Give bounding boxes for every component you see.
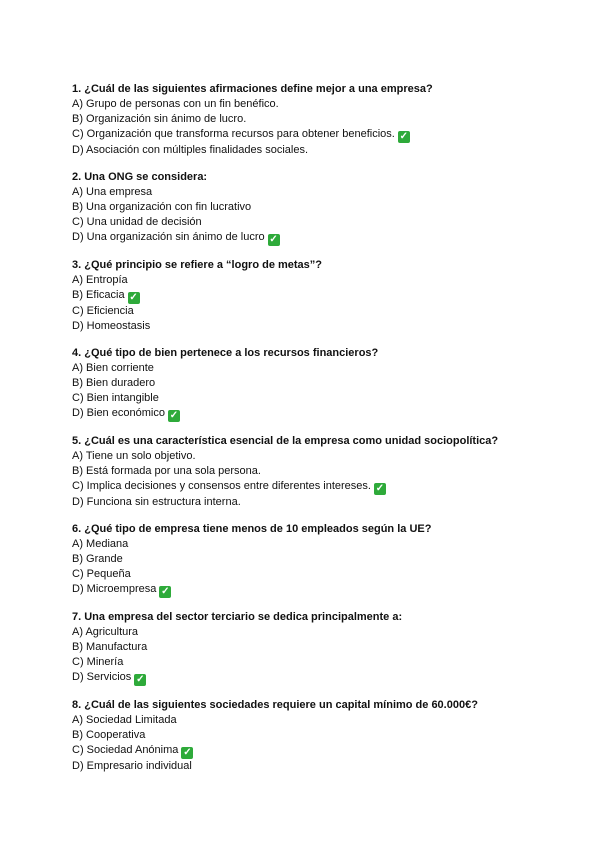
answer-option-text: B) Grande xyxy=(72,553,123,565)
answer-option-text: C) Minería xyxy=(72,656,124,668)
answer-option xyxy=(72,640,542,655)
check-mark-icon: ✓ xyxy=(269,234,278,245)
question-title: 7. Una empresa del sector terciario se dedica principalmente a: xyxy=(72,611,403,623)
check-mark-icon: ✓ xyxy=(169,410,179,421)
answer-option xyxy=(72,185,542,200)
question-title: 2. Una ONG se considera: xyxy=(72,171,208,183)
question-list xyxy=(72,82,542,774)
answer-option xyxy=(72,143,542,158)
answer-option xyxy=(72,567,542,582)
answer-option-text: A) Una empresa xyxy=(72,186,153,198)
answer-option-text: A) Bien corriente xyxy=(72,362,154,374)
question-title: 1. ¿Cuál de las siguientes afirmaciones define mejor a una empresa? xyxy=(72,83,433,95)
answer-option xyxy=(72,655,542,670)
question-block xyxy=(72,346,542,422)
answer-option xyxy=(72,449,542,464)
answer-option xyxy=(72,200,542,215)
question-title: 3. ¿Qué principio se refiere a “logro de metas”? xyxy=(72,259,323,271)
answer-option-text: A) Grupo de personas con un fin benéfico. xyxy=(72,98,279,110)
answer-option xyxy=(72,97,542,112)
question-block xyxy=(72,522,542,598)
answer-option-text: C) Sociedad Anónima xyxy=(72,744,179,756)
answer-option xyxy=(72,495,542,510)
question-block xyxy=(72,698,542,774)
answer-option-text: B) Organización sin ánimo de lucro. xyxy=(72,113,247,125)
check-mark-icon: ✓ xyxy=(161,586,170,597)
answer-option xyxy=(72,728,542,743)
answer-option-text: C) Implica decisiones y consensos entre diferentes intereses. xyxy=(72,480,371,492)
answer-option-text: A) Agricultura xyxy=(72,626,139,638)
answer-option xyxy=(72,127,542,143)
answer-option-text: D) Bien económico xyxy=(72,407,165,419)
answer-option-text: A) Sociedad Limitada xyxy=(72,714,177,726)
check-mark-icon: ✓ xyxy=(136,674,145,685)
check-mark-icon: ✓ xyxy=(183,747,192,758)
answer-option-text: A) Entropía xyxy=(72,274,128,286)
answer-option-text: D) Funciona sin estructura interna. xyxy=(72,496,241,508)
answer-option-text: B) Eficacia xyxy=(72,289,125,301)
answer-option xyxy=(72,743,542,759)
answer-option xyxy=(72,670,542,686)
question-block xyxy=(72,610,542,686)
answer-option xyxy=(72,406,542,422)
answer-option xyxy=(72,582,542,598)
answer-option xyxy=(72,361,542,376)
answer-option xyxy=(72,625,542,640)
answer-option xyxy=(72,479,542,495)
answer-option xyxy=(72,112,542,127)
question-title: 6. ¿Qué tipo de empresa tiene menos de 10 empleados según la UE? xyxy=(72,523,432,535)
check-mark-icon: ✓ xyxy=(399,131,409,142)
answer-option xyxy=(72,319,542,334)
answer-option-text: C) Bien intangible xyxy=(72,392,159,404)
answer-option-text: D) Microempresa xyxy=(72,583,157,595)
quiz-document xyxy=(72,82,542,786)
answer-option xyxy=(72,537,542,552)
check-mark-icon: ✓ xyxy=(375,483,385,494)
answer-option xyxy=(72,288,542,304)
answer-option-text: D) Homeostasis xyxy=(72,320,151,332)
answer-option-text: D) Una organización sin ánimo de lucro xyxy=(72,231,265,243)
answer-option-text: A) Tiene un solo objetivo. xyxy=(72,450,196,462)
question-title: 8. ¿Cuál de las siguientes sociedades requiere un capital mínimo de 60.000€? xyxy=(72,699,478,711)
answer-option xyxy=(72,376,542,391)
question-block xyxy=(72,258,542,334)
answer-option xyxy=(72,215,542,230)
answer-option-text: A) Mediana xyxy=(72,538,129,550)
answer-option-text: B) Está formada por una sola persona. xyxy=(72,465,261,477)
answer-option xyxy=(72,391,542,406)
answer-option xyxy=(72,552,542,567)
answer-option xyxy=(72,759,542,774)
answer-option-text: C) Organización que transforma recursos para obtener beneficios. xyxy=(72,128,395,140)
check-mark-icon: ✓ xyxy=(129,292,138,303)
answer-option-text: D) Servicios xyxy=(72,671,132,683)
question-title: 5. ¿Cuál es una característica esencial de la empresa como unidad sociopolítica? xyxy=(72,435,499,447)
answer-option-text: C) Pequeña xyxy=(72,568,131,580)
question-block xyxy=(72,170,542,246)
answer-option xyxy=(72,273,542,288)
answer-option xyxy=(72,304,542,319)
answer-option xyxy=(72,464,542,479)
answer-option-text: D) Empresario individual xyxy=(72,760,192,772)
answer-option-text: B) Manufactura xyxy=(72,641,148,653)
answer-option-text: C) Una unidad de decisión xyxy=(72,216,202,228)
answer-option-text: B) Bien duradero xyxy=(72,377,156,389)
answer-option xyxy=(72,713,542,728)
question-title: 4. ¿Qué tipo de bien pertenece a los recursos financieros? xyxy=(72,347,379,359)
question-block xyxy=(72,434,542,510)
answer-option-text: B) Una organización con fin lucrativo xyxy=(72,201,252,213)
question-block xyxy=(72,82,542,158)
answer-option-text: B) Cooperativa xyxy=(72,729,146,741)
answer-option-text: D) Asociación con múltiples finalidades sociales. xyxy=(72,144,309,156)
answer-option-text: C) Eficiencia xyxy=(72,305,134,317)
answer-option xyxy=(72,230,542,246)
